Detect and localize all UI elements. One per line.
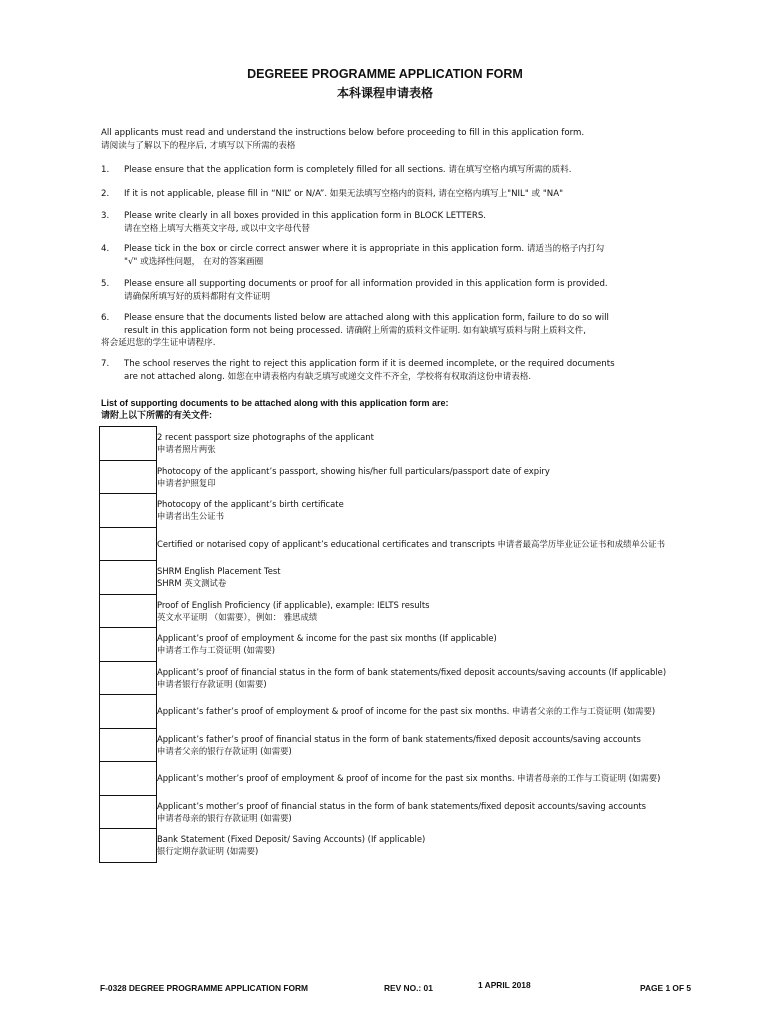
document-row — [100, 795, 647, 829]
instruction-item — [101, 312, 661, 350]
document-description — [157, 461, 717, 494]
document-text: Proof of English Proficiency (if applicable), example: IELTS results — [157, 599, 430, 610]
instruction-text: 将会延迟您的学生证申请程序. — [101, 338, 216, 348]
instruction-text: The school reserves the right to reject this application form if it is deemed incomplete, or the required documents — [124, 359, 615, 369]
document-text: Applicant’s mother’s proof of financial status in the form of bank statements/fixed deposit accounts/saving accounts — [157, 800, 647, 811]
document-row — [100, 694, 656, 728]
document-text: 申请者母亲的银行存款证明 (如需要) — [157, 812, 292, 823]
document-checkbox[interactable] — [100, 595, 156, 628]
document-text: Applicant’s proof of employment & income for the past six months (If applicable) — [157, 633, 497, 644]
document-text: Photocopy of the applicant’s birth certificate — [157, 499, 344, 510]
document-text: SHRM English Placement Test — [157, 566, 281, 577]
document-checkbox[interactable] — [100, 829, 156, 862]
documents-heading-zh: 请附上以下所需的有关文件: — [101, 410, 212, 420]
instruction-item — [101, 278, 661, 303]
document-text: Certified or notarised copy of applicant’s educational certificates and transcripts 申请者最高学历毕业证公证书和成绩单公证书 — [157, 538, 666, 549]
document-text: Applicant’s proof of financial status in the form of bank statements/fixed deposit accounts/saving accounts (If applicable) — [157, 666, 667, 677]
document-text: 申请者出生公证书 — [157, 511, 224, 522]
document-checkbox[interactable] — [100, 662, 156, 695]
document-description — [157, 796, 717, 829]
instruction-text: Please tick in the box or circle correct answer where it is appropriate in this application form. 请适当的格子内打勾 — [124, 244, 605, 254]
document-row — [100, 560, 281, 594]
document-description — [157, 427, 717, 460]
instruction-text: Please ensure that the documents listed below are attached along with this application form, failure to do so will — [124, 313, 609, 323]
instruction-text: 请在空格上填写大楷英文字母, 或以中文字母代替 — [124, 223, 310, 234]
intro-text: All applicants must read and understand the instructions below before proceeding to fill in this application form. — [101, 128, 585, 138]
document-text: Applicant’s father’s proof of financial status in the form of bank statements/fixed deposit accounts/saving accounts — [157, 733, 641, 744]
instruction-item — [101, 243, 661, 268]
instruction-text: "√" 或选择性问题， 在对的答案画圈 — [124, 256, 264, 267]
instruction-item — [101, 210, 661, 235]
document-text: 英文水平证明 （如需要），例如： 雅思成绩 — [157, 611, 318, 622]
document-text: Photocopy of the applicant’s passport, showing his/her full particulars/passport date of expiry — [157, 465, 550, 476]
document-text: Bank Statement (Fixed Deposit/ Saving Accounts) (If applicable) — [157, 834, 426, 845]
form-title: DEGREEE PROGRAMME APPLICATION FORM — [247, 67, 523, 81]
document-checkbox[interactable] — [100, 729, 156, 762]
document-text: 银行定期存款证明 (如需要) — [157, 846, 259, 857]
instruction-number: 4. — [101, 244, 110, 254]
instruction-item — [101, 358, 661, 383]
document-checkbox[interactable] — [100, 796, 156, 829]
intro-text-chinese: 请阅读与了解以下的程序后, 才填写以下所需的表格 — [101, 141, 296, 151]
instruction-text: Please write clearly in all boxes provided in this application form in BLOCK LETTERS. — [124, 211, 487, 221]
document-row — [100, 527, 666, 561]
documents-checklist — [99, 426, 667, 863]
document-checkbox[interactable] — [100, 494, 156, 527]
document-checkbox[interactable] — [100, 528, 156, 561]
document-text: Applicant’s father’s proof of employment & proof of income for the past six months. 申请者父亲的工作与工资证明 (如需要) — [157, 706, 656, 717]
instruction-number: 1. — [101, 165, 110, 175]
document-row — [100, 594, 430, 628]
document-description — [157, 528, 717, 561]
documents-list-heading — [101, 397, 449, 421]
instruction-number: 7. — [101, 359, 110, 369]
document-checkbox[interactable] — [100, 427, 156, 460]
document-text: 申请者银行存款证明 (如需要) — [157, 678, 267, 689]
instruction-text: If it is not applicable, please fill in “NIL” or N/A”. 如果无法填写空格内的资料, 请在空格内填写上"NIL" 或 "NA" — [124, 189, 564, 199]
document-checkbox[interactable] — [100, 461, 156, 494]
document-description — [157, 561, 717, 594]
document-checkbox[interactable] — [100, 762, 156, 795]
instruction-item — [101, 188, 661, 201]
document-description — [157, 595, 717, 628]
instruction-text: result in this application form not being processed. 请确附上所需的质料文件证明. 如有缺填写质料与附上质料文件, — [124, 325, 586, 336]
document-row — [100, 460, 550, 494]
document-row — [100, 761, 661, 795]
document-description — [157, 662, 717, 695]
document-description — [157, 628, 717, 661]
instruction-text: Please ensure all supporting documents or proof for all information provided in this application form is provided. — [124, 279, 608, 289]
instruction-number: 3. — [101, 211, 110, 221]
document-row — [100, 828, 426, 863]
document-row — [100, 426, 374, 460]
document-row — [100, 493, 344, 527]
instruction-text: Please ensure that the application form is completely filled for all sections. 请在填写空格内填写所需的质料. — [124, 165, 572, 175]
document-text: 申请者护照复印 — [157, 477, 216, 488]
document-checkbox[interactable] — [100, 561, 156, 594]
document-text: 申请者父亲的银行存款证明 (如需要) — [157, 745, 292, 756]
instruction-number: 6. — [101, 313, 110, 323]
document-text: Applicant’s mother’s proof of employment & proof of income for the past six months. 申请者母亲的工作与工资证明 (如需要) — [157, 773, 661, 784]
document-checkbox[interactable] — [100, 695, 156, 728]
instruction-item — [101, 164, 661, 177]
footer-revision: REV NO.: 01 — [384, 983, 433, 993]
instruction-text: 请确保所填写好的质料都附有文件证明 — [124, 291, 271, 302]
document-checkbox[interactable] — [100, 628, 156, 661]
footer-form-code: F-0328 DEGREE PROGRAMME APPLICATION FORM — [100, 983, 308, 993]
document-row — [100, 728, 641, 762]
instruction-number: 5. — [101, 279, 110, 289]
document-row — [100, 627, 497, 661]
document-description — [157, 829, 717, 862]
instruction-text: are not attached along. 如您在申请表格内有缺乏填写或递交文件不齐全，学校将有权取消这份申请表格. — [124, 371, 532, 382]
document-description — [157, 729, 717, 762]
document-description — [157, 762, 717, 795]
document-text: 申请者工作与工资证明 (如需要) — [157, 645, 276, 656]
instruction-number: 2. — [101, 189, 110, 199]
document-text: SHRM 英文测试卷 — [157, 578, 227, 589]
footer-page-number: PAGE 1 OF 5 — [640, 983, 692, 993]
document-description — [157, 494, 717, 527]
document-text: 2 recent passport size photographs of the applicant — [157, 432, 374, 443]
form-title-chinese: 本科课程申请表格 — [336, 86, 433, 100]
document-row — [100, 661, 667, 695]
footer-date: 1 APRIL 2018 — [478, 980, 531, 990]
document-description — [157, 695, 717, 728]
documents-heading-en: List of supporting documents to be attached along with this application form are: — [101, 398, 449, 408]
document-text: 申请者照片两张 — [157, 444, 216, 455]
